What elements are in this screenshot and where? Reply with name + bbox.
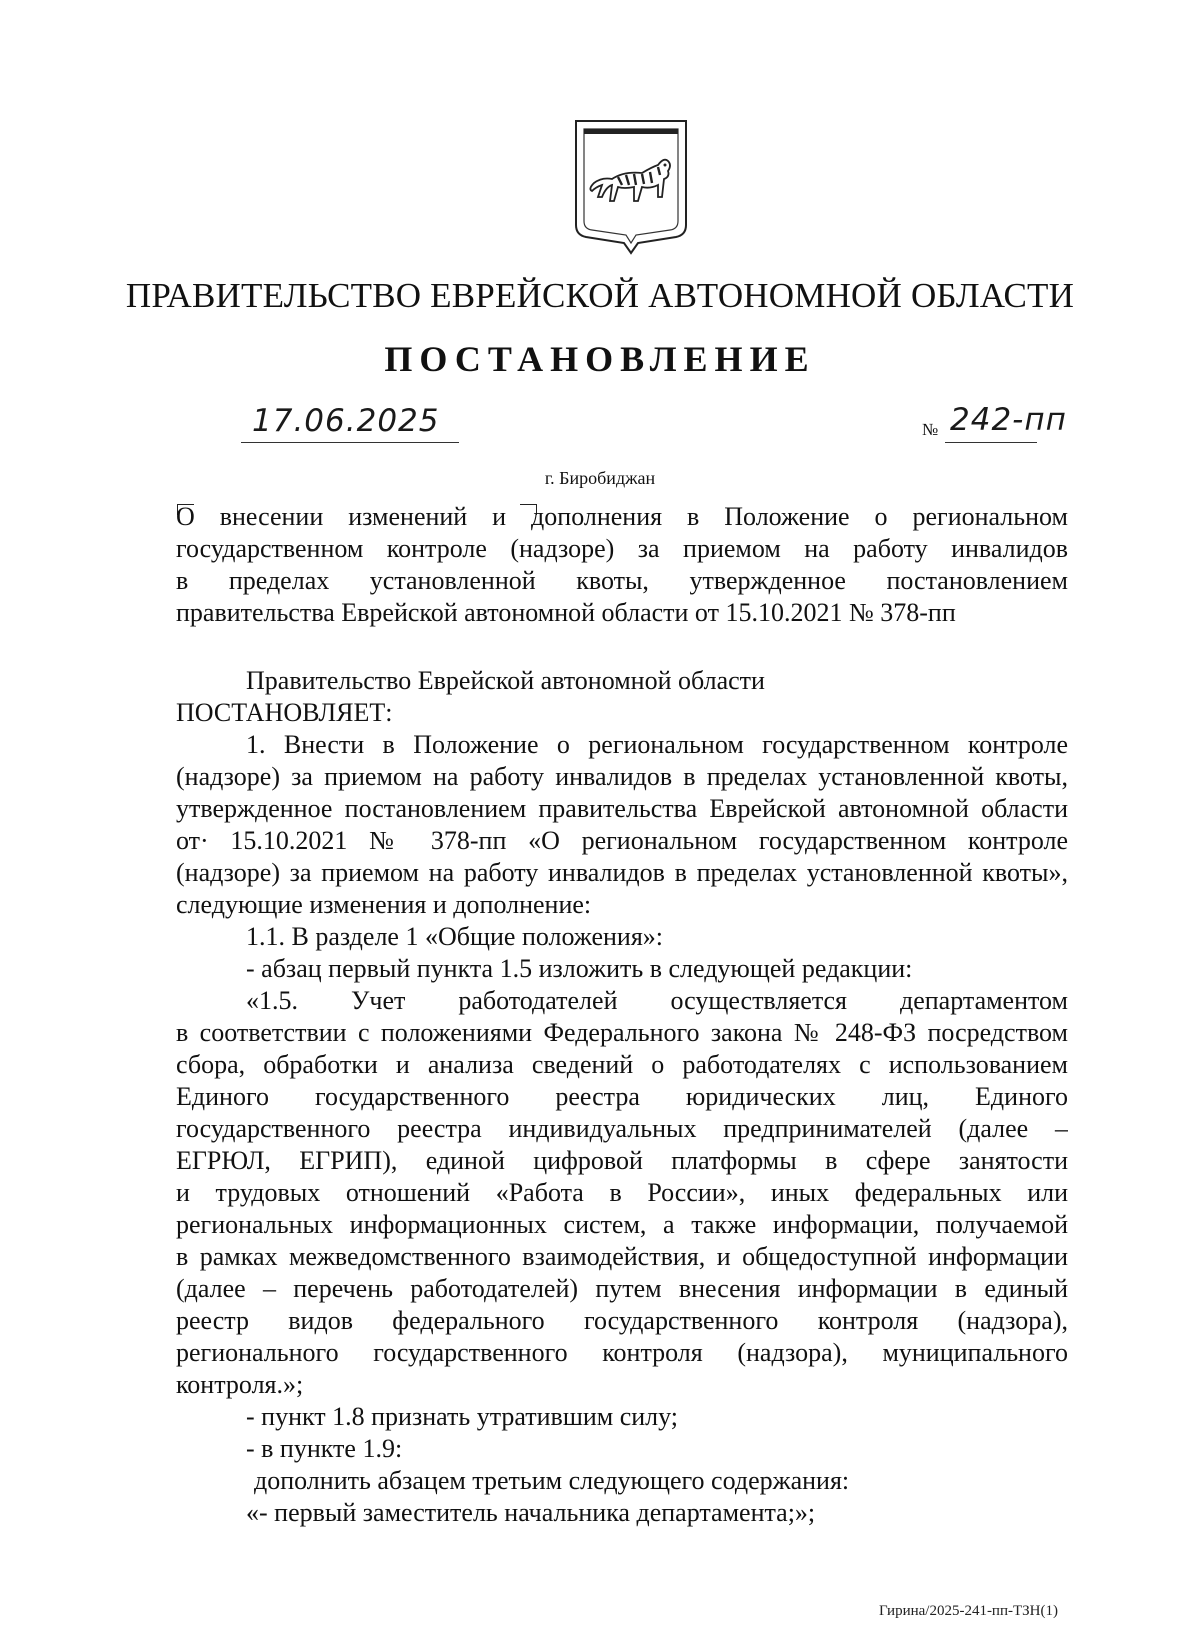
resolves-line: ПОСТАНОВЛЯЕТ: <box>176 698 393 727</box>
paragraph-line: дополнить абзацем третьим следующего содержания: <box>254 1466 850 1495</box>
quote-line: в рамках межведомственного взаимодействия, и общедоступной информации <box>176 1242 1068 1271</box>
coat-of-arms-emblem <box>572 117 690 255</box>
section-heading: 1.1. В разделе 1 «Общие положения»: <box>246 922 664 951</box>
subject-line: в пределах установленной квоты, утвержденное постановлением <box>176 566 1068 595</box>
quote-line: государственного реестра индивидуальных предпринимателей (далее – <box>176 1114 1068 1143</box>
subject-line: О внесении изменений и дополнения в Положение о региональном <box>176 502 1068 531</box>
number-underline <box>945 442 1037 443</box>
paragraph-line: 1. Внести в Положение о региональном государственном контроле <box>246 730 1068 759</box>
subject-line: правительства Еврейской автономной области от 15.10.2021 № 378-пп <box>176 598 956 627</box>
document-body <box>176 665 1068 1529</box>
document-code: Гирина/2025-241-пп-ТЗН(1) <box>878 1603 1058 1619</box>
list-item: - пункт 1.8 признать утратившим силу; <box>246 1402 679 1431</box>
paragraph-line: от· 15.10.2021 № 378-пп «О региональном государственном контроле <box>176 826 1068 855</box>
quote-line: регионального государственного контроля (надзора), муниципального <box>176 1338 1068 1367</box>
list-item: - в пункте 1.9: <box>246 1434 403 1463</box>
number-label: № <box>922 420 939 439</box>
intro-line: Правительство Еврейской автономной области <box>246 666 765 695</box>
paragraph-line: (надзоре) за приемом на работу инвалидов в пределах установленной квоты», <box>176 858 1068 887</box>
quote-line: региональных информационных систем, а также информации, получаемой <box>176 1210 1068 1239</box>
quote-line: сбора, обработки и анализа сведений о работодателях с использованием <box>176 1050 1068 1079</box>
handwritten-number: 242-пп <box>950 402 1067 438</box>
document-subject <box>176 501 1068 629</box>
quote-line: в соответствии с положениями Федерального закона № 248-ФЗ посредством <box>176 1018 1068 1047</box>
subject-line: государственном контроле (надзоре) за приемом на работу инвалидов <box>176 534 1068 563</box>
handwritten-date: 17.06.2025 <box>252 403 440 439</box>
quote-line: ЕГРЮЛ, ЕГРИП), единой цифровой платформы в сфере занятости <box>176 1146 1068 1175</box>
paragraph-line: следующие изменения и дополнение: <box>176 890 592 919</box>
quote-line: (далее – перечень работодателей) путем внесения информации в единый <box>176 1274 1068 1303</box>
quote-line: контроля.»; <box>176 1370 304 1399</box>
city: г. Биробиджан <box>544 468 656 488</box>
quote-line: реестр видов федерального государственного контроля (надзора), <box>176 1306 1068 1335</box>
paragraph-line: (надзоре) за приемом на работу инвалидов в пределах установленной квоты, <box>176 762 1068 791</box>
quote-line: и трудовых отношений «Работа в России», иных федеральных или <box>176 1178 1068 1207</box>
quote-line: Единого государственного реестра юридических лиц, Единого <box>176 1082 1068 1111</box>
date-underline <box>241 442 459 443</box>
quote-line: «1.5. Учет работодателей осуществляется департаментом <box>246 986 1068 1015</box>
tiger-icon <box>590 160 670 201</box>
quote-line: «- первый заместитель начальника департамента;»; <box>246 1498 816 1527</box>
government-title: ПРАВИТЕЛЬСТВО ЕВРЕЙСКОЙ АВТОНОМНОЙ ОБЛАСТИ <box>125 276 1075 315</box>
list-item: - абзац первый пункта 1.5 изложить в следующей редакции: <box>246 954 913 983</box>
document-type-heading: ПОСТАНОВЛЕНИЕ <box>384 339 816 379</box>
paragraph-line: утвержденное постановлением правительства Еврейской автономной области <box>176 794 1068 823</box>
